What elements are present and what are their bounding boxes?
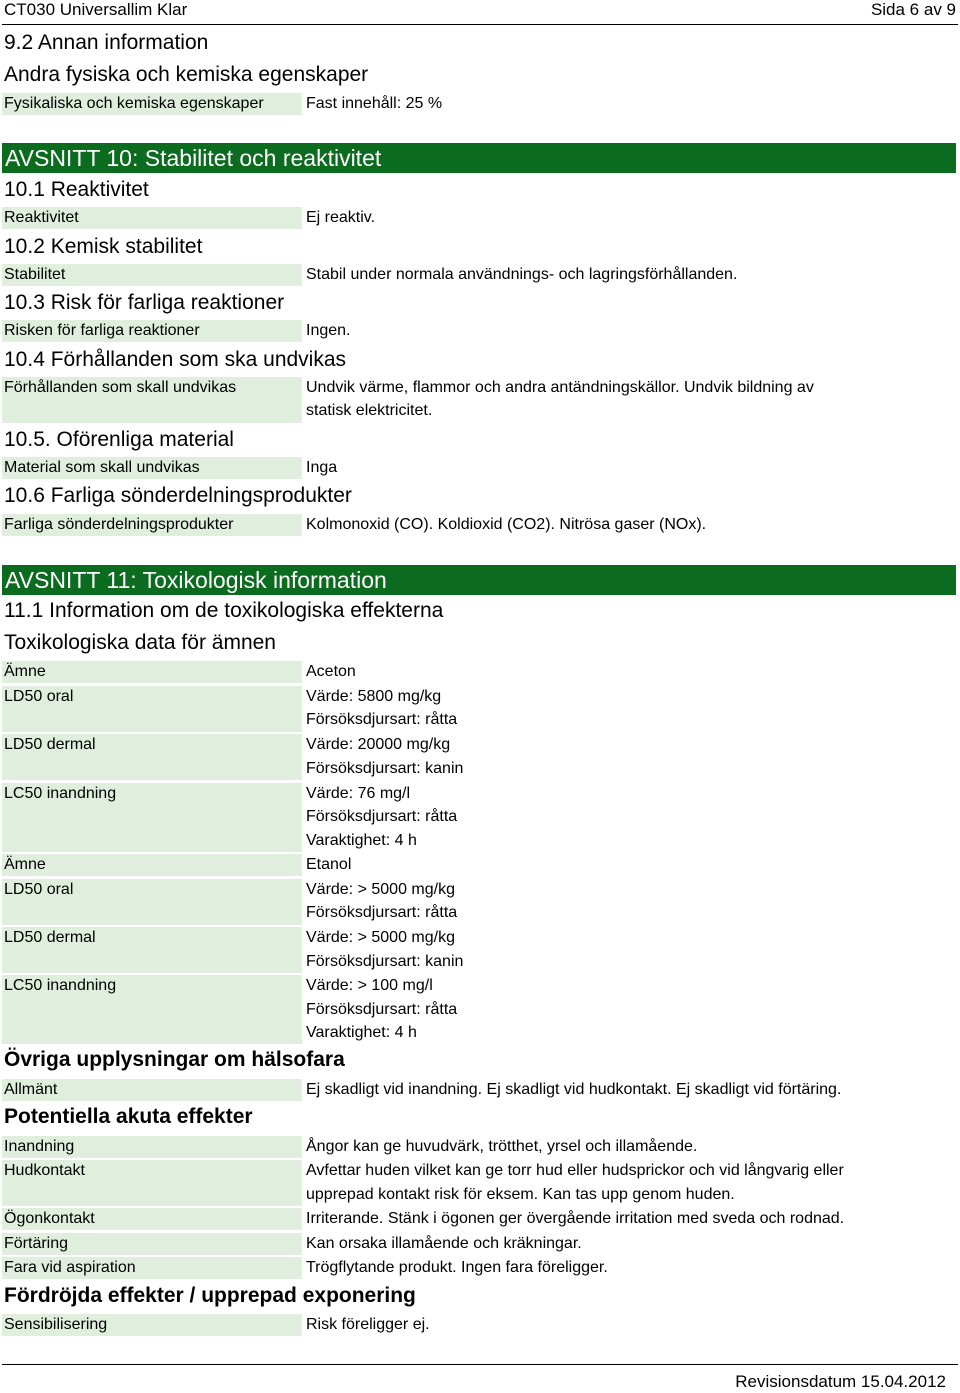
heading-fordrojda: Fördröjda effekter / upprepad exponering bbox=[4, 1284, 416, 1307]
revision-date: Revisionsdatum 15.04.2012 bbox=[735, 1372, 946, 1391]
label-fysikaliska: Fysikaliska och kemiska egenskaper bbox=[2, 93, 302, 115]
value-ld50-dermal-species: Försöksdjursart: kanin bbox=[306, 953, 464, 970]
value-aspiration: Trögflytande produkt. Ingen fara föreligger. bbox=[306, 1259, 608, 1276]
value-allmant: Ej skadligt vid inandning. Ej skadligt vid hudkontakt. Ej skadligt vid förtäring. bbox=[306, 1081, 842, 1098]
heading-akuta: Potentiella akuta effekter bbox=[4, 1105, 253, 1128]
heading-10-6: 10.6 Farliga sönderdelningsprodukter bbox=[4, 484, 352, 507]
value-ld50-oral-species: Försöksdjursart: råtta bbox=[306, 904, 458, 921]
value-forhallanden-2: statisk elektricitet. bbox=[306, 402, 433, 419]
heading-toxdata: Toxikologiska data för ämnen bbox=[4, 631, 276, 654]
value-ld50-oral-species: Försöksdjursart: råtta bbox=[306, 711, 458, 728]
label-aspiration: Fara vid aspiration bbox=[2, 1257, 302, 1279]
heading-10-1: 10.1 Reaktivitet bbox=[4, 178, 149, 201]
label-reaktivitet: Reaktivitet bbox=[2, 207, 302, 229]
page-number: Sida 6 av 9 bbox=[870, 0, 956, 19]
value-sonderdelning: Kolmonoxid (CO). Koldioxid (CO2). Nitrösa gaser (NOx). bbox=[306, 516, 707, 533]
section-10-banner: AVSNITT 10: Stabilitet och reaktivitet bbox=[2, 143, 956, 173]
value-forhallanden-1: Undvik värme, flammor och andra antändningskällor. Undvik bildning av bbox=[306, 379, 814, 396]
value-sensibilisering: Risk föreligger ej. bbox=[306, 1316, 430, 1333]
value-ld50-dermal-species: Försöksdjursart: kanin bbox=[306, 760, 464, 777]
value-lc50-species: Försöksdjursart: råtta bbox=[306, 1001, 458, 1018]
label-allmant: Allmänt bbox=[2, 1079, 302, 1101]
value-stabilitet: Stabil under normala användnings- och lagringsförhållanden. bbox=[306, 266, 738, 283]
value-risk-reaktioner: Ingen. bbox=[306, 322, 351, 339]
label-amne: Ämne bbox=[2, 661, 302, 683]
heading-10-3: 10.3 Risk för farliga reaktioner bbox=[4, 291, 285, 314]
label-ld50-oral: LD50 oral bbox=[2, 686, 302, 732]
value-material: Inga bbox=[306, 459, 338, 476]
footer-divider bbox=[2, 1364, 958, 1365]
label-sonderdelning: Farliga sönderdelningsprodukter bbox=[2, 514, 302, 536]
label-ogonkontakt: Ögonkontakt bbox=[2, 1208, 302, 1230]
value-reaktivitet: Ej reaktiv. bbox=[306, 209, 376, 226]
label-lc50-inandning: LC50 inandning bbox=[2, 783, 302, 852]
label-ld50-dermal: LD50 dermal bbox=[2, 927, 302, 973]
value-ld50-oral: Värde: > 5000 mg/kg bbox=[306, 881, 455, 898]
label-inandning: Inandning bbox=[2, 1136, 302, 1158]
value-hudkontakt-2: upprepad kontakt risk för eksem. Kan tas upp genom huden. bbox=[306, 1186, 735, 1203]
heading-10-5: 10.5. Oförenliga material bbox=[4, 428, 234, 451]
value-amne: Etanol bbox=[306, 856, 352, 873]
label-material: Material som skall undvikas bbox=[2, 457, 302, 479]
label-ld50-dermal: LD50 dermal bbox=[2, 734, 302, 780]
section-11-banner: AVSNITT 11: Toxikologisk information bbox=[2, 565, 956, 595]
value-ld50-oral: Värde: 5800 mg/kg bbox=[306, 688, 442, 705]
value-ld50-dermal: Värde: > 5000 mg/kg bbox=[306, 929, 455, 946]
value-ld50-dermal: Värde: 20000 mg/kg bbox=[306, 736, 451, 753]
label-risk-reaktioner: Risken för farliga reaktioner bbox=[2, 320, 302, 342]
heading-andra-egenskaper: Andra fysiska och kemiska egenskaper bbox=[4, 63, 369, 86]
value-inandning: Ångor kan ge huvudvärk, trötthet, yrsel och illamående. bbox=[306, 1138, 698, 1155]
value-lc50-duration: Varaktighet: 4 h bbox=[306, 1024, 417, 1041]
value-fast-innehall: Fast innehåll: 25 % bbox=[306, 95, 443, 112]
label-hudkontakt: Hudkontakt bbox=[2, 1160, 302, 1206]
document-title: CT030 Universallim Klar bbox=[4, 0, 188, 19]
header-divider bbox=[2, 24, 958, 25]
value-lc50: Värde: 76 mg/l bbox=[306, 785, 411, 802]
value-amne: Aceton bbox=[306, 663, 356, 680]
value-lc50: Värde: > 100 mg/l bbox=[306, 977, 433, 994]
label-fortaring: Förtäring bbox=[2, 1233, 302, 1255]
label-lc50-inandning: LC50 inandning bbox=[2, 975, 302, 1044]
value-ogonkontakt: Irriterande. Stänk i ögonen ger övergående irritation med sveda och rodnad. bbox=[306, 1210, 845, 1227]
label-ld50-oral: LD50 oral bbox=[2, 879, 302, 925]
label-sensibilisering: Sensibilisering bbox=[2, 1314, 302, 1336]
label-forhallanden: Förhållanden som skall undvikas bbox=[2, 377, 302, 423]
value-fortaring: Kan orsaka illamående och kräkningar. bbox=[306, 1235, 582, 1252]
value-lc50-duration: Varaktighet: 4 h bbox=[306, 832, 417, 849]
heading-9-2: 9.2 Annan information bbox=[4, 31, 209, 54]
label-stabilitet: Stabilitet bbox=[2, 264, 302, 286]
value-lc50-species: Försöksdjursart: råtta bbox=[306, 808, 458, 825]
heading-ovriga: Övriga upplysningar om hälsofara bbox=[4, 1048, 345, 1071]
heading-10-2: 10.2 Kemisk stabilitet bbox=[4, 235, 203, 258]
heading-11-1: 11.1 Information om de toxikologiska effekterna bbox=[4, 599, 444, 622]
label-amne: Ämne bbox=[2, 854, 302, 876]
value-hudkontakt-1: Avfettar huden vilket kan ge torr hud eller hudsprickor och vid långvarig eller bbox=[306, 1162, 844, 1179]
heading-10-4: 10.4 Förhållanden som ska undvikas bbox=[4, 348, 347, 371]
